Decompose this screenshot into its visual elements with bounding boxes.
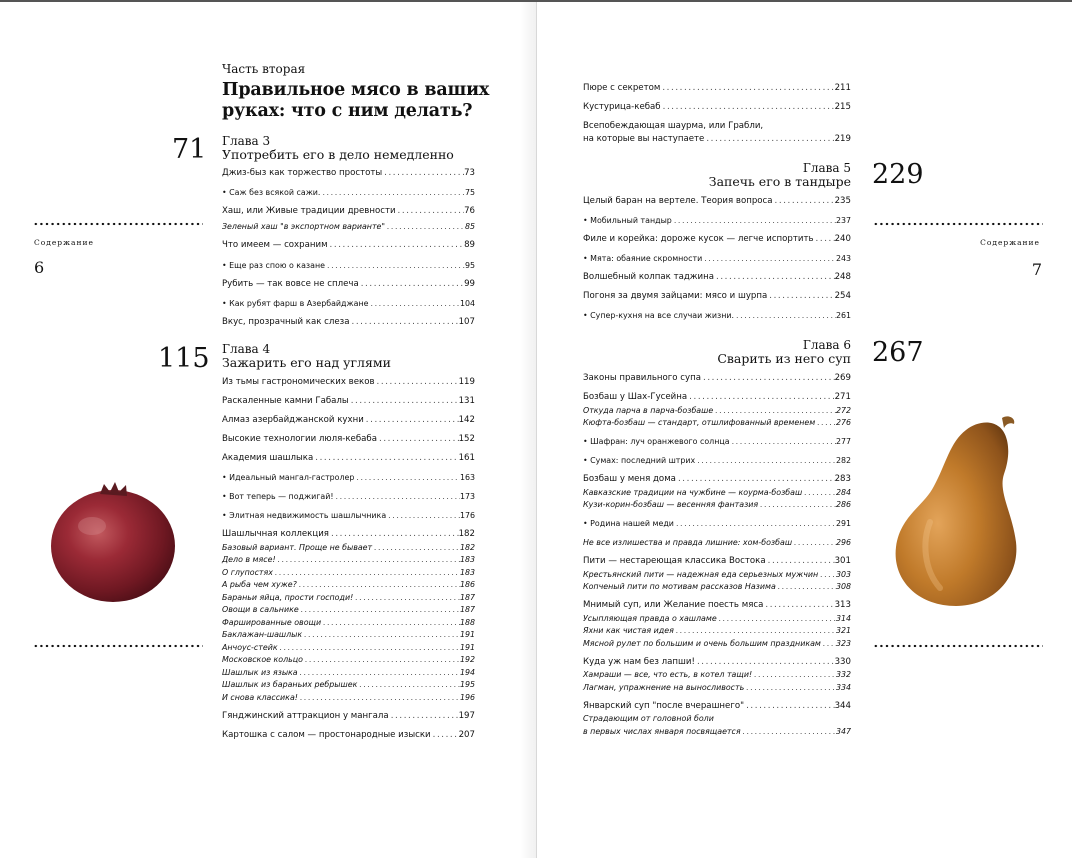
toc-entry[interactable]: Базовый вариант. Проще не бывает ..... 182 [222,542,475,553]
chapter-3-label: Глава 3 [222,134,271,148]
toc-entry[interactable]: Волшебный колпак таджина ..... 248 [583,272,851,283]
toc-entry[interactable]: Что имеем — сохраним ..... 89 [222,240,475,251]
toc-entry[interactable]: Фаршированные овощи ..... 188 [222,617,475,628]
toc-entry[interactable]: Мясной рулет по большим и очень большим праздникам ..... 323 [583,638,851,649]
toc-entry[interactable]: • Мобильный тандыр ..... 237 [583,215,851,226]
toc-entry[interactable]: Бозбаш у меня дома ..... 283 [583,474,851,485]
toc-entry[interactable]: Шашлык из бараньих ребрышек ..... 195 [222,679,475,690]
toc-entry[interactable]: Кавказские традиции на чужбине — коурма-бозбаш ..... 284 [583,487,851,498]
toc-entry[interactable]: • Мята: обаяние скромности ..... 243 [583,253,851,264]
toc-entry[interactable]: Копченый пити по мотивам рассказов Назима ..... 308 [583,581,851,592]
dotted-rule [33,644,203,648]
toc-entry[interactable]: Лагман, упражнение на выносливость ..... 334 [583,682,851,693]
chapter-4-toc [222,377,475,741]
chapter-4-title: Зажарить его над углями [222,355,391,370]
toc-entry[interactable]: Овощи в сальнике ..... 187 [222,604,475,615]
toc-entry[interactable]: Бараньи яйца, прости господи! ..... 187 [222,592,475,603]
dotted-rule [873,222,1043,226]
continued-toc [583,83,851,145]
toc-entry[interactable]: А рыба чем хуже? ..... 186 [222,579,475,590]
toc-entry[interactable]: • Саж без всякой сажи. ..... 75 [222,187,475,198]
chapter-6-toc [583,373,851,737]
toc-entry[interactable]: Январский суп "после вчерашнего" ..... 344 [583,701,851,712]
toc-entry[interactable]: Из тьмы гастрономических веков ..... 119 [222,377,475,388]
toc-entry[interactable]: Раскаленные камни Габалы ..... 131 [222,396,475,407]
part-label: Часть вторая [222,62,306,76]
toc-entry[interactable]: Пюре с секретом ..... 211 [583,83,851,94]
contents-label: Содержание [980,238,1040,247]
toc-entry[interactable]: Бозбаш у Шах-Гусейна ..... 271 [583,392,851,403]
chapter-5-label: Глава 5 [802,161,851,175]
left-page [0,2,536,858]
toc-entry[interactable]: Откуда парча в парча-бозбаше ..... 272 [583,405,851,416]
toc-entry[interactable]: О глупостях ..... 183 [222,567,475,578]
toc-entry[interactable]: Крестьянский пити — надежная еда серьезных мужчин ..... 303 [583,569,851,580]
toc-entry[interactable]: Рубить — так вовсе не сплеча ..... 99 [222,279,475,290]
toc-entry[interactable]: • Как рубят фарш в Азербайджане ..... 104 [222,298,475,309]
toc-entry[interactable]: Всепобеждающая шаурма, или Грабли, [583,121,764,131]
chapter-6-title: Сварить из него суп [717,351,851,366]
toc-entry[interactable]: в первых числах января посвящается ..... 347 [583,726,851,737]
chapter-5-toc [583,196,851,321]
chapter-4-label: Глава 4 [222,342,271,356]
dotted-rule [33,222,203,226]
toc-entry[interactable]: Погоня за двумя зайцами: мясо и шурпа ..... 254 [583,291,851,302]
butternut-squash-icon [890,412,1022,608]
toc-entry[interactable]: • Идеальный мангал-гастролер ..... 163 [222,472,475,483]
toc-entry[interactable]: Картошка с салом — простонародные изыски ..... 207 [222,730,475,741]
toc-entry[interactable]: Филе и корейка: дороже кусок — легче испортить ..... 240 [583,234,851,245]
toc-entry[interactable]: Вкус, прозрачный как слеза ..... 107 [222,317,475,328]
chapter-4-start-page: 115 [158,343,210,374]
toc-entry[interactable]: Гянджинский аттракцион у мангала ..... 197 [222,711,475,722]
toc-entry[interactable]: • Шафран: луч оранжевого солнца ..... 277 [583,436,851,447]
page-number: 7 [1031,260,1042,279]
chapter-3-title: Употребить его в дело немедленно [222,147,454,162]
toc-entry[interactable]: Не все излишества и правда лишние: хом-бозбаш ..... 296 [583,537,851,548]
toc-entry[interactable]: • Супер-кухня на все случаи жизни. ..... 261 [583,310,851,321]
toc-entry[interactable]: Хаш, или Живые традиции древности ..... 76 [222,206,475,217]
pomegranate-icon [48,480,178,604]
toc-entry[interactable]: Целый баран на вертеле. Теория вопроса ..... 235 [583,196,851,207]
chapter-3-start-page: 71 [172,134,207,165]
chapter-6-start-page: 267 [872,337,924,368]
toc-entry[interactable]: Страдающим от головной боли [583,714,714,723]
part-title: Правильное мясо в ваших руках: что с ним делать? [222,80,490,121]
dotted-rule [873,644,1043,648]
toc-entry[interactable]: • Элитная недвижимость шашлычника ..... 176 [222,510,475,521]
toc-entry[interactable]: Баклажан-шашлык ..... 191 [222,629,475,640]
toc-entry[interactable]: • Родина нашей меди ..... 291 [583,518,851,529]
toc-entry[interactable]: Кюфта-бозбаш — стандарт, отшлифованный временем ..... 276 [583,417,851,428]
toc-entry[interactable]: И снова классика! ..... 196 [222,692,475,703]
toc-entry[interactable]: Мнимый суп, или Желание поесть мяса ..... 313 [583,600,851,611]
contents-label: Содержание [34,238,94,247]
toc-entry[interactable]: Алмаз азербайджанской кухни ..... 142 [222,415,475,426]
toc-entry[interactable]: Шашлычная коллекция ..... 182 [222,529,475,540]
toc-entry[interactable]: Законы правильного супа ..... 269 [583,373,851,384]
toc-entry[interactable]: Яхни как чистая идея ..... 321 [583,625,851,636]
toc-entry[interactable]: Шашлык из языка ..... 194 [222,667,475,678]
toc-entry[interactable]: Куда уж нам без лапши! ..... 330 [583,657,851,668]
toc-entry[interactable]: Усыпляющая правда о хашламе ..... 314 [583,613,851,624]
chapter-5-title: Запечь его в тандыре [708,174,851,189]
toc-entry[interactable]: • Сумах: последний штрих ..... 282 [583,455,851,466]
chapter-3-toc [222,168,475,328]
toc-entry[interactable]: Пити — нестареющая классика Востока ..... 301 [583,556,851,567]
toc-entry[interactable]: Зеленый хаш "в экспортном варианте" ..... 85 [222,221,475,232]
toc-entry[interactable]: Анчоус-стейк ..... 191 [222,642,475,653]
toc-entry[interactable]: Академия шашлыка ..... 161 [222,453,475,464]
toc-entry[interactable]: • Вот теперь — поджигай! ..... 173 [222,491,475,502]
toc-entry[interactable]: Кустурица-кебаб ..... 215 [583,102,851,113]
toc-entry[interactable]: Хамраши — все, что есть, в котел тащи! ..... 332 [583,669,851,680]
toc-entry[interactable]: Джиз-быз как торжество простоты ..... 73 [222,168,475,179]
toc-entry[interactable]: Высокие технологии люля-кебаба ..... 152 [222,434,475,445]
page-number: 6 [34,258,45,277]
toc-entry[interactable]: Дело в мясе! ..... 183 [222,554,475,565]
chapter-5-start-page: 229 [872,159,924,190]
toc-entry[interactable]: на которые вы наступаете ..... 219 [583,134,851,145]
chapter-6-label: Глава 6 [802,338,851,352]
toc-entry[interactable]: • Еще раз спою о казане ..... 95 [222,260,475,271]
toc-entry[interactable]: Кузи-корин-бозбаш — весенняя фантазия ..... 286 [583,499,851,510]
toc-entry[interactable]: Московское кольцо ..... 192 [222,654,475,665]
